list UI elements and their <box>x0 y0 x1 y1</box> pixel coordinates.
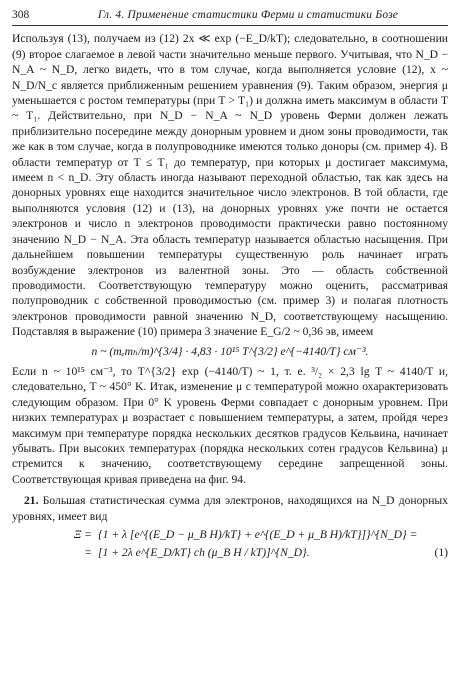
page-number: 308 <box>12 9 30 21</box>
formula-lhs: Ξ = <box>73 528 92 541</box>
running-title: Гл. 4. Применение статистики Ферми и статистики Бозе <box>97 9 399 21</box>
problem-text: Большая статистическая сумма для электронов, находящихся на N_D донорных уровнях, имеет вид <box>12 494 448 523</box>
formula-concentration: n ~ (mₑmₕ/m)^{3/4} · 4,83 · 10¹⁵ T^{3/2} e^{−4140/T} см⁻³. <box>91 344 369 358</box>
formula-grand-sum-line1 <box>12 527 448 542</box>
page-header <box>12 8 448 26</box>
formula-line-2-lhs: = <box>84 546 92 560</box>
equation-number: (1) <box>434 546 448 560</box>
formula-grand-sum-line2 <box>12 545 448 560</box>
paragraph-1: Используя (13), получаем из (12) 2x ≪ exp (−E_D/kT); следовательно, в соотношении (9) второе слагаемое в левой части значительно меньше первого. Учитывая, что N_D − N_A ~ N_D, легко видеть, что в том случае, когда выполняется условие (12), x ~ N_D/N_c является приближенным решением уравнения (9). Таким образом, энергия μ уменьшается с ростом температуры (при T > T₁) и должна иметь максимум в области T ~ T₁. Действительно, при N_D − N_A ~ N_D уровень Ферми должен лежать приблизительно посередине между донорным уровнем и дном зоны проводимости, так же как в том случае, когда в полупроводнике имеются только доноры (см. пример 4). В области температур от T ≤ T₁ до температур, при которых μ достигает максимума, имеем n < n_D. Эту область иногда называют переходной областью, так как здесь на донорных уровнях еще находится значительное число электронов. В той области, где выполняются условия (12) и (13), на донорных уровнях уже почти не остается электронов и число n электронов проводимости практически равно постоянному значению N_D − N_A. Эта область температур называется областью насыщения. При дальнейшем повышении температуры существенную роль начинает играть возбуждение электронов из валентной зоны. Это — область собственной проводимости. Соответствующую температуру можно оценить, рассматривая полупроводник с собственной проводимостью (см. пример 3) и полагая плотность электронов проводимости равной значению N_D, соответствующему насыщению. Подставляя в выражение (10) примера 3 значение E_G/2 ~ 0,36 эв, имеем <box>12 32 448 339</box>
formula-line-1: {1 + λ [e^{(E_D − μ_B H)/kT} + e^{(E_D + μ_B H)/kT}]}^{N_D} = <box>98 528 418 541</box>
problem-number: 21. <box>24 494 39 508</box>
problem-21 <box>12 493 448 524</box>
formula-line-2: [1 + 2λ e^{E_D/kT} ch (μ_B H / kT)]^{N_D}. <box>98 546 310 560</box>
paragraph-2: Если n ~ 10¹⁵ см⁻³, то T^{3/2} exp (−4140/T) ~ 1, т. е. ³/₂ × 2,3 lg T ~ 4140/T и, следовательно, T ~ 450° K. Итак, изменение μ с температурой можно охарактеризовать следующим образом. При 0° K уровень Ферми совпадает с донорным уровнем. При низких температурах μ возрастает с повышением температуры, а затем, пройдя через максимум при температуре порядка нескольких десятков градусов Кельвина, начинает убывать. При высоких температурах (порядка нескольких сотен градусов Кельвина) μ стремится к значению, соответствующему середине запрещенной зоны. Соответствующая кривая приведена на фиг. 94. <box>12 364 448 486</box>
